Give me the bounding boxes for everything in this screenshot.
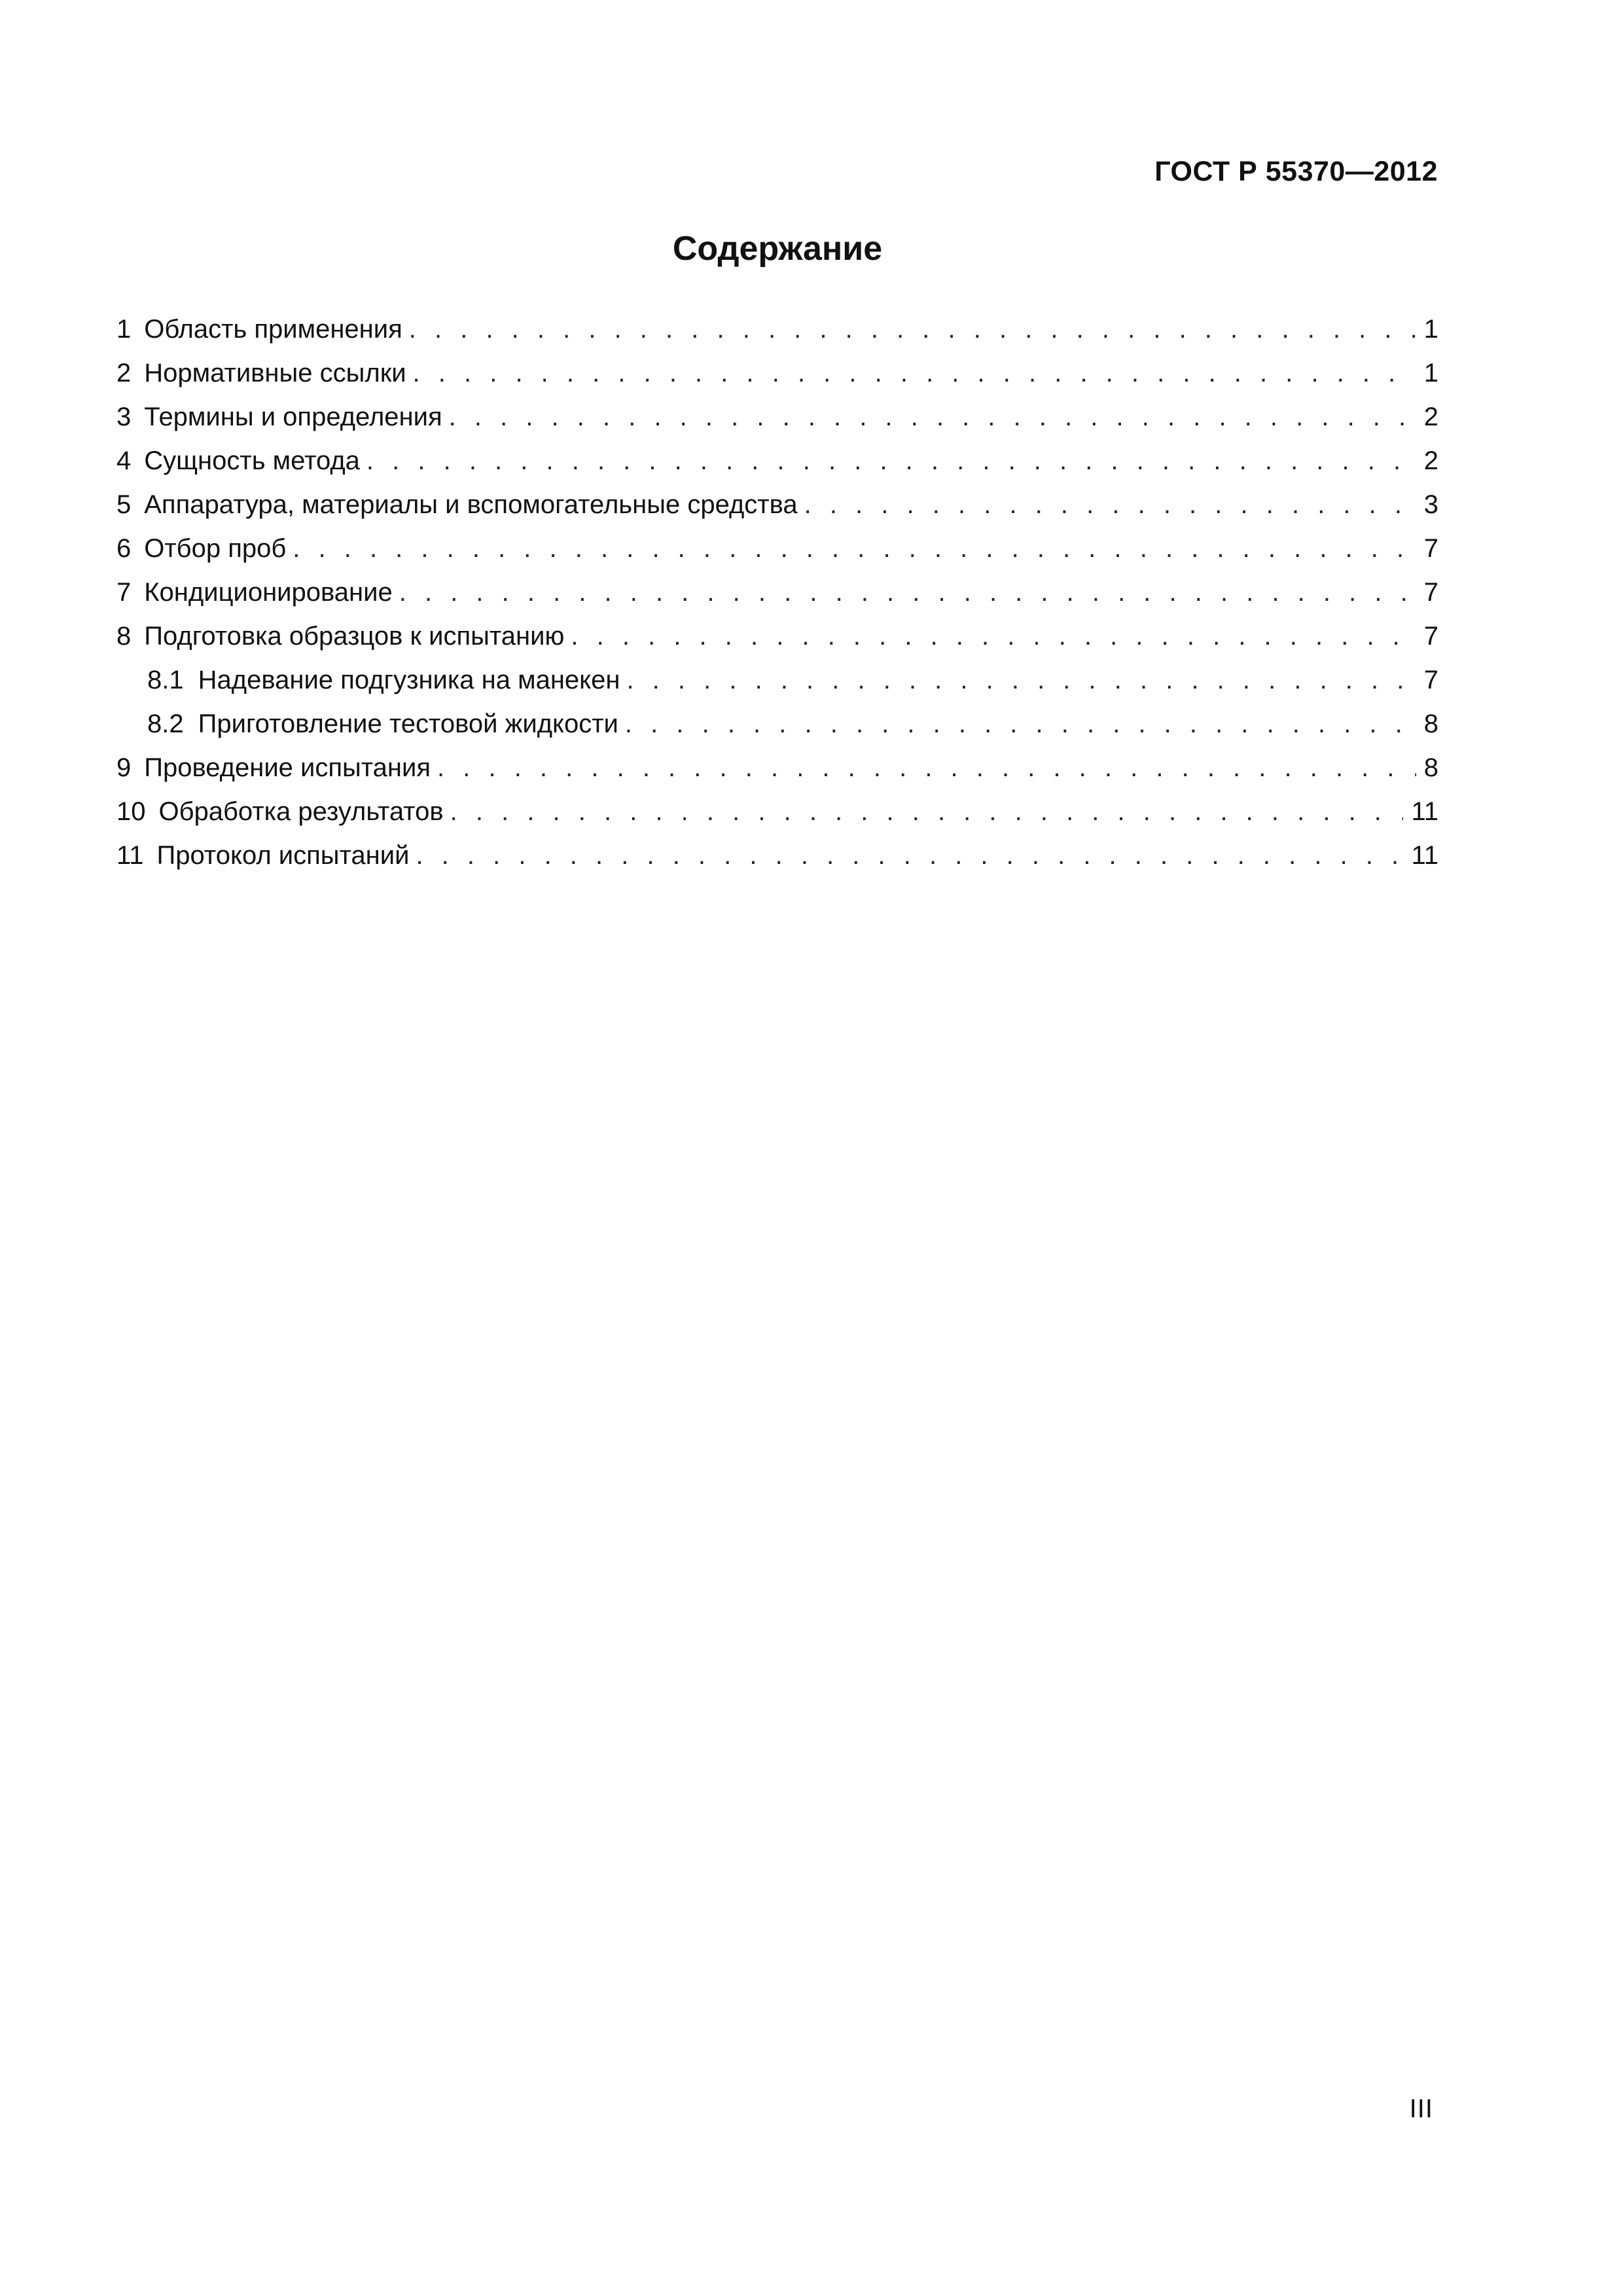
toc-entry[interactable] — [116, 395, 1438, 439]
toc-entry-number: 7 — [116, 578, 132, 607]
toc-entry-title: Обработка результатов — [158, 797, 444, 826]
toc-entry-page: 7 — [1423, 666, 1438, 694]
toc-entry-number: 3 — [116, 403, 132, 431]
toc-entry-title: Подготовка образцов к испытанию — [144, 622, 565, 651]
dot-leader — [293, 527, 1416, 571]
toc-entry-number: 11 — [116, 841, 144, 870]
dot-leader — [409, 308, 1416, 351]
toc-entry-number: 4 — [116, 446, 132, 475]
toc-entry-number: 5 — [116, 490, 132, 519]
toc-entry-page: 2 — [1423, 446, 1438, 475]
toc-entry-number: 10 — [116, 797, 146, 826]
toc-entry-title: Область применения — [144, 315, 402, 344]
toc-entry-title: Сущность метода — [144, 446, 360, 475]
toc-entry-number: 2 — [116, 359, 132, 387]
toc-entry-page: 1 — [1423, 359, 1438, 387]
toc-entry-number: 8 — [116, 622, 132, 651]
dot-leader — [625, 702, 1416, 746]
toc-entry-page: 11 — [1411, 841, 1438, 870]
toc-subentry[interactable] — [116, 702, 1438, 746]
toc-entry-title: Аппаратура, материалы и вспомогательные средства — [144, 490, 798, 519]
dot-leader — [450, 790, 1404, 834]
toc-entry-number: 8.1 — [147, 666, 184, 694]
toc-entry-page: 3 — [1423, 490, 1438, 519]
dot-leader — [416, 834, 1403, 878]
document-code: ГОСТ Р 55370—2012 — [1154, 156, 1438, 187]
toc-entry-number: 1 — [116, 315, 132, 344]
toc-entry-page: 8 — [1423, 709, 1438, 738]
toc-entry-page: 7 — [1423, 578, 1438, 607]
toc-entry-title: Термины и определения — [144, 403, 442, 431]
toc-entry[interactable] — [116, 483, 1438, 527]
toc-entry[interactable] — [116, 615, 1438, 658]
toc-entry-title: Приготовление тестовой жидкости — [198, 709, 618, 738]
toc-entry-page: 1 — [1423, 315, 1438, 344]
toc-entry-title: Проведение испытания — [144, 753, 431, 782]
toc-entry[interactable] — [116, 834, 1438, 878]
toc-entry-page: 7 — [1423, 534, 1438, 563]
toc-entry-number: 9 — [116, 753, 132, 782]
toc-entry-number: 6 — [116, 534, 132, 563]
toc-entry-page: 7 — [1423, 622, 1438, 651]
dot-leader — [449, 395, 1416, 439]
toc-entry[interactable] — [116, 746, 1438, 790]
toc-entry-title: Кондиционирование — [144, 578, 393, 607]
dot-leader — [571, 615, 1416, 658]
dot-leader — [626, 658, 1416, 702]
toc-entry[interactable] — [116, 571, 1438, 615]
toc-entry-page: 8 — [1423, 753, 1438, 782]
dot-leader — [399, 571, 1416, 615]
toc-title: Содержание — [672, 230, 883, 268]
toc-entry[interactable] — [116, 790, 1438, 834]
toc-entry-page: 11 — [1411, 797, 1438, 826]
toc-entry-title: Отбор проб — [144, 534, 287, 563]
toc-entry[interactable] — [116, 351, 1438, 395]
page-number: III — [1409, 2094, 1433, 2123]
dot-leader — [366, 439, 1416, 483]
toc-entry-title: Надевание подгузника на манекен — [198, 666, 620, 694]
table-of-contents — [116, 308, 1438, 878]
toc-entry[interactable] — [116, 439, 1438, 483]
dot-leader — [437, 746, 1416, 790]
toc-entry-number: 8.2 — [147, 709, 184, 738]
toc-entry[interactable] — [116, 308, 1438, 351]
dot-leader — [413, 351, 1416, 395]
toc-entry-title: Протокол испытаний — [156, 841, 410, 870]
dot-leader — [804, 483, 1416, 527]
toc-entry[interactable] — [116, 527, 1438, 571]
toc-entry-page: 2 — [1423, 403, 1438, 431]
toc-entry-title: Нормативные ссылки — [144, 359, 406, 387]
toc-subentry[interactable] — [116, 658, 1438, 702]
